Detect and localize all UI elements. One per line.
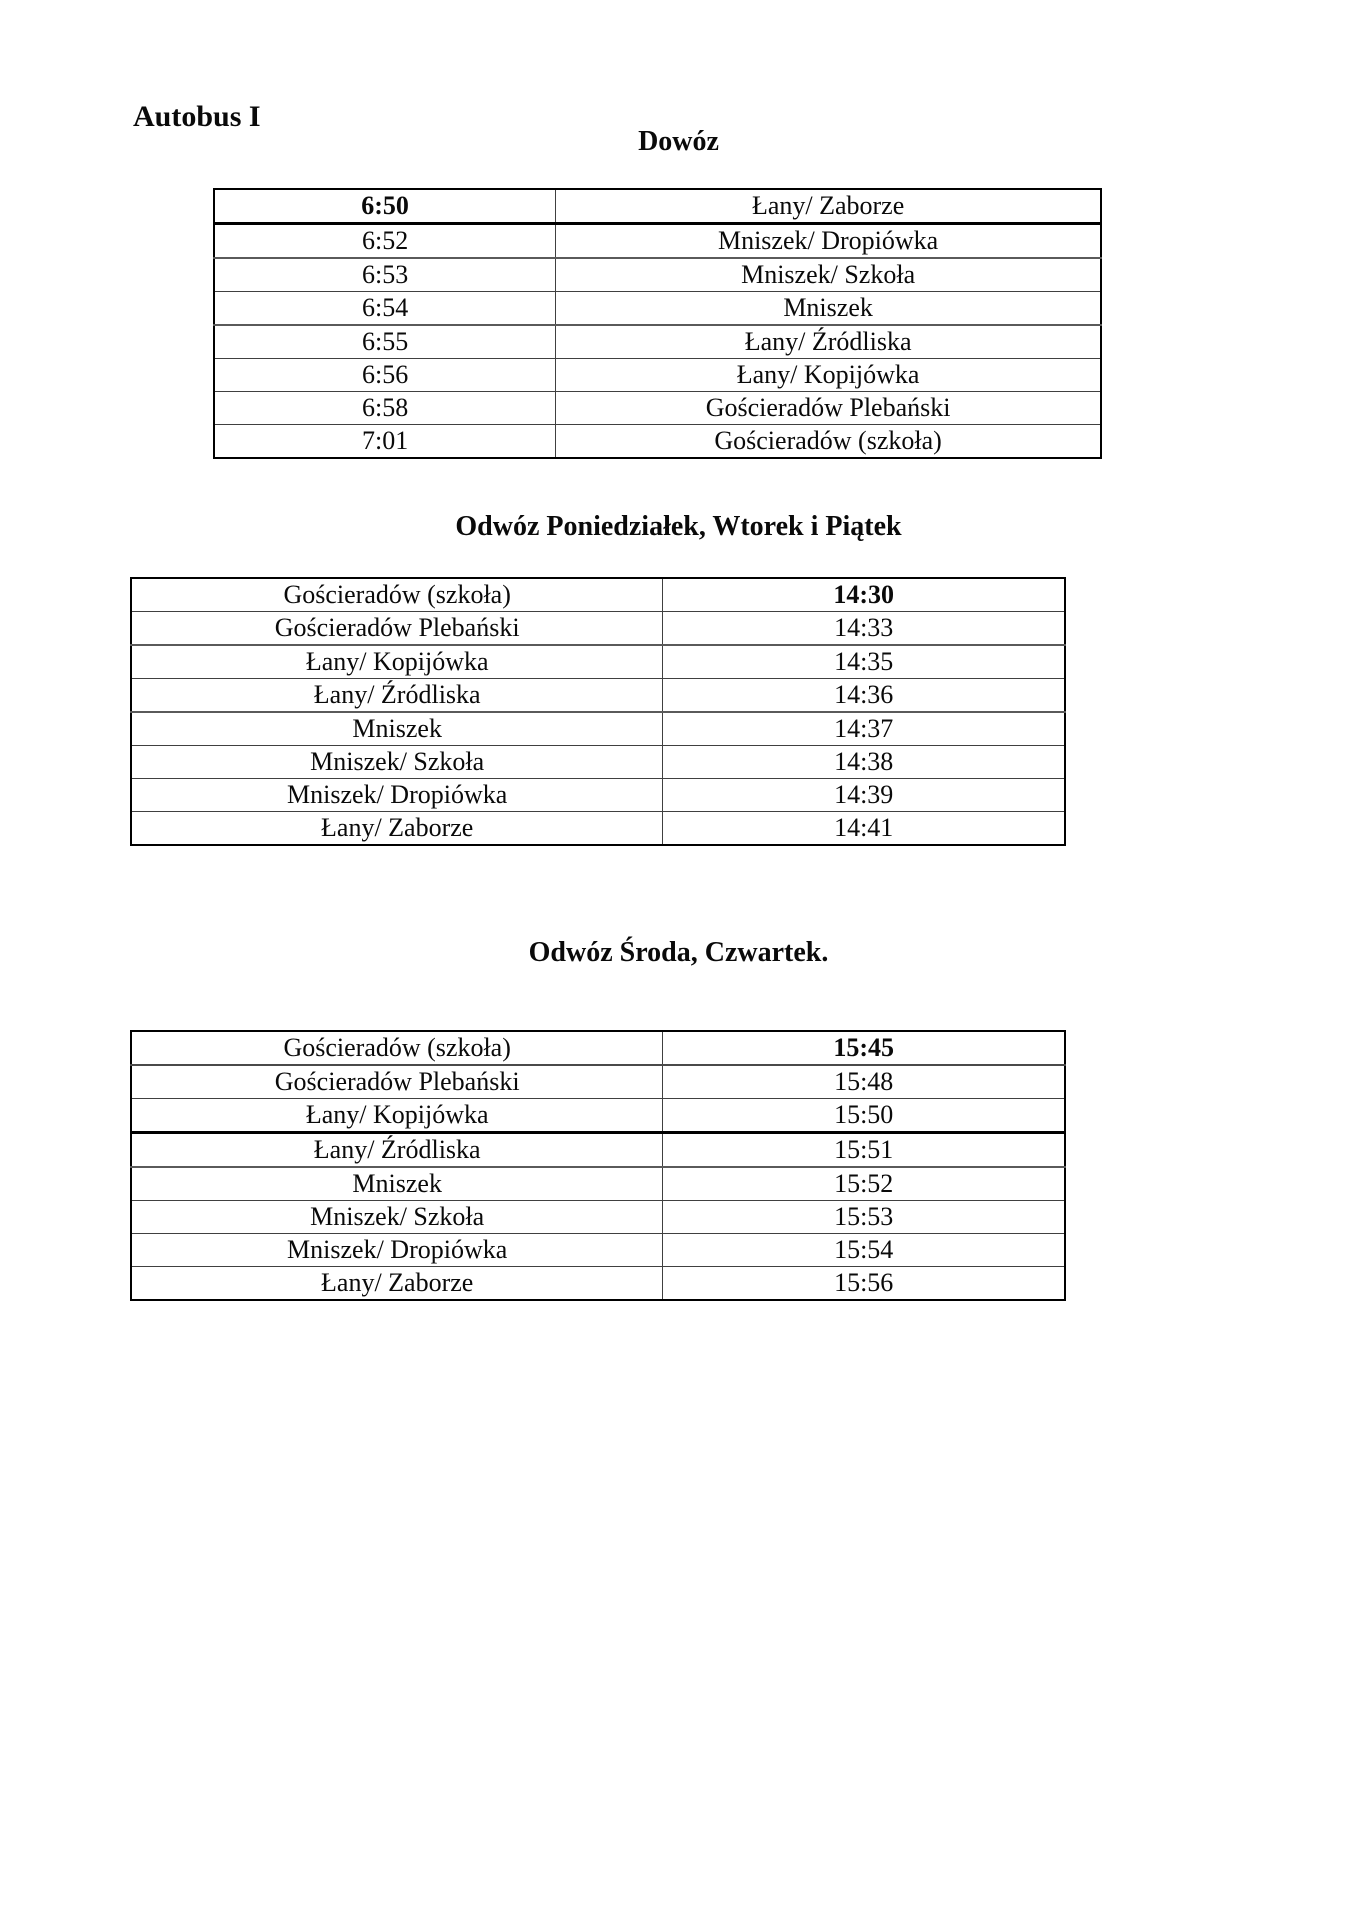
stop-name-cell: Mniszek/ Szkoła: [131, 746, 663, 779]
stop-name-cell: Łany/ Zaborze: [556, 189, 1101, 224]
section-heading-odwoz-mon-tue-fri: Odwóz Poniedziałek, Wtorek i Piątek: [455, 511, 902, 542]
timetable-row: [131, 1234, 1065, 1267]
timetable-row: [131, 578, 1065, 612]
stop-name-cell: Gościeradów Plebański: [556, 392, 1101, 425]
departure-time-cell: 15:52: [663, 1167, 1065, 1201]
departure-time-cell: 6:53: [214, 258, 556, 292]
timetable-row: [131, 1099, 1065, 1133]
departure-time-cell: 15:53: [663, 1201, 1065, 1234]
timetable-row: [131, 679, 1065, 713]
stop-name-cell: Mniszek/ Dropiówka: [131, 779, 663, 812]
timetable-row: [131, 779, 1065, 812]
timetable-row: [131, 645, 1065, 679]
timetable-dowoz: [213, 188, 1102, 459]
departure-time-cell: 15:48: [663, 1065, 1065, 1099]
timetable-row: [131, 712, 1065, 746]
stop-name-cell: Łany/ Kopijówka: [131, 645, 663, 679]
timetable-row: [131, 812, 1065, 846]
timetable-odwoz-wed-thu: [130, 1030, 1066, 1301]
timetable-row: [131, 612, 1065, 646]
stop-name-cell: Gościeradów Plebański: [131, 612, 663, 646]
departure-time-cell: 6:50: [214, 189, 556, 224]
stop-name-cell: Mniszek: [131, 1167, 663, 1201]
departure-time-cell: 15:45: [663, 1031, 1065, 1065]
stop-name-cell: Łany/ Zaborze: [131, 1267, 663, 1301]
departure-time-cell: 15:51: [663, 1133, 1065, 1168]
section-heading-odwoz-wed-thu: Odwóz Środa, Czwartek.: [528, 937, 829, 968]
departure-time-cell: 14:35: [663, 645, 1065, 679]
stop-name-cell: Mniszek/ Szkoła: [556, 258, 1101, 292]
departure-time-cell: 14:37: [663, 712, 1065, 746]
departure-time-cell: 6:54: [214, 292, 556, 326]
departure-time-cell: 6:55: [214, 325, 556, 359]
departure-time-cell: 14:38: [663, 746, 1065, 779]
departure-time-cell: 14:41: [663, 812, 1065, 846]
departure-time-cell: 15:50: [663, 1099, 1065, 1133]
stop-name-cell: Mniszek/ Dropiówka: [131, 1234, 663, 1267]
timetable-row: [131, 746, 1065, 779]
departure-time-cell: 15:54: [663, 1234, 1065, 1267]
timetable-row: [214, 392, 1101, 425]
departure-time-cell: 14:39: [663, 779, 1065, 812]
timetable-row: [131, 1267, 1065, 1301]
departure-time-cell: 14:30: [663, 578, 1065, 612]
stop-name-cell: Łany/ Kopijówka: [131, 1099, 663, 1133]
timetable-row: [214, 325, 1101, 359]
stop-name-cell: Mniszek/ Szkoła: [131, 1201, 663, 1234]
section-heading-dowoz: Dowóz: [638, 126, 719, 157]
timetable-row: [131, 1133, 1065, 1168]
departure-time-cell: 6:52: [214, 224, 556, 259]
departure-time-cell: 7:01: [214, 425, 556, 459]
stop-name-cell: Gościeradów Plebański: [131, 1065, 663, 1099]
stop-name-cell: Łany/ Źródliska: [556, 325, 1101, 359]
timetable-row: [131, 1065, 1065, 1099]
timetable-row: [214, 258, 1101, 292]
timetable-row: [214, 425, 1101, 459]
stop-name-cell: Łany/ Kopijówka: [556, 359, 1101, 392]
stop-name-cell: Gościeradów (szkoła): [131, 1031, 663, 1065]
departure-time-cell: 15:56: [663, 1267, 1065, 1301]
stop-name-cell: Mniszek/ Dropiówka: [556, 224, 1101, 259]
departure-time-cell: 14:33: [663, 612, 1065, 646]
timetable-row: [214, 292, 1101, 326]
timetable-row: [214, 359, 1101, 392]
stop-name-cell: Łany/ Źródliska: [131, 679, 663, 713]
timetable-row: [214, 189, 1101, 224]
stop-name-cell: Mniszek: [556, 292, 1101, 326]
timetable-row: [131, 1167, 1065, 1201]
stop-name-cell: Gościeradów (szkoła): [556, 425, 1101, 459]
stop-name-cell: Gościeradów (szkoła): [131, 578, 663, 612]
document-title: Autobus I: [133, 100, 261, 133]
departure-time-cell: 14:36: [663, 679, 1065, 713]
timetable-row: [131, 1031, 1065, 1065]
stop-name-cell: Łany/ Źródliska: [131, 1133, 663, 1168]
stop-name-cell: Mniszek: [131, 712, 663, 746]
timetable-row: [131, 1201, 1065, 1234]
stop-name-cell: Łany/ Zaborze: [131, 812, 663, 846]
timetable-odwoz-mon-tue-fri: [130, 577, 1066, 846]
timetable-row: [214, 224, 1101, 259]
departure-time-cell: 6:56: [214, 359, 556, 392]
departure-time-cell: 6:58: [214, 392, 556, 425]
